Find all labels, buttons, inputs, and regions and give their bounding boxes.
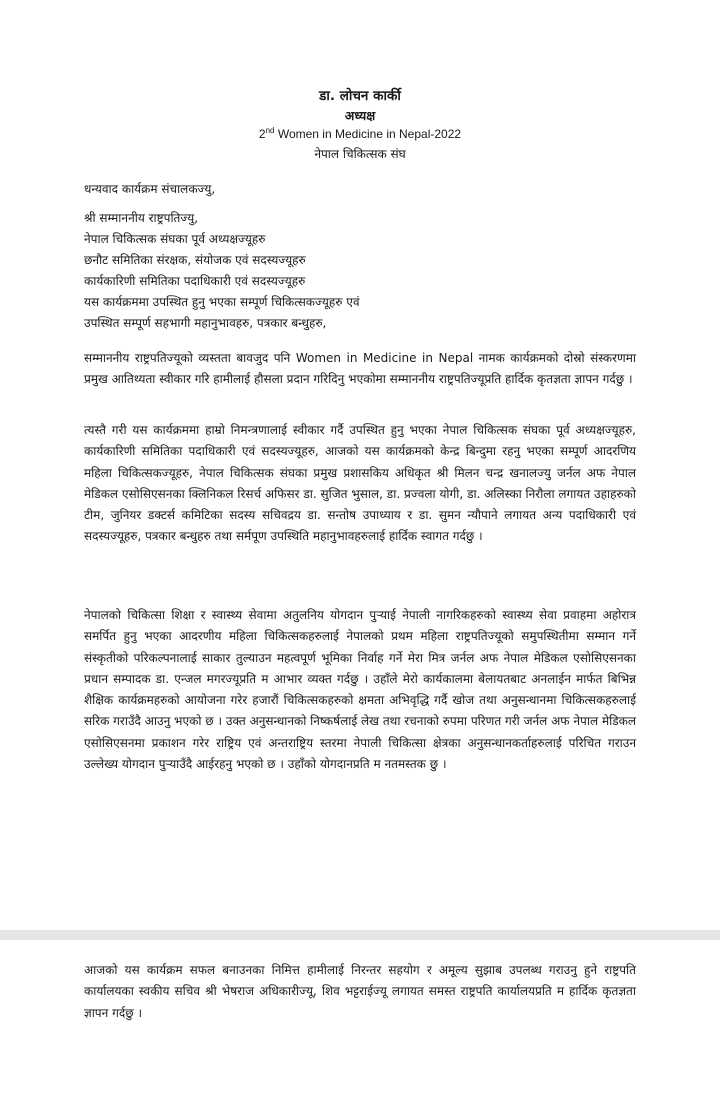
- addressee-line: यस कार्यक्रममा उपस्थित हुनु भएका सम्पूर्ण चिकित्सकज्यूहरु एवं: [84, 295, 360, 309]
- organization-name: नेपाल चिकित्सक संघ: [314, 147, 406, 161]
- paragraph-thanks-office: आजको यस कार्यक्रम सफल बनाउनका निमित्त हामीलाई निरन्तर सहयोग र अमूल्य सुझाब उपलब्ध गराउनु हुने राष्ट्रपति कार्यालयका स्वकीय सचिव श्री भेषराज अधिकारीज्यू, शिव भट्टराईज्यू लगायत समस्त राष्ट्रपति कार्यालयप्रति म हार्दिक कृतज्ञता ज्ञापन गर्दछु ।: [84, 963, 636, 1020]
- addressee-line: छनौट समितिका संरक्षक, संयोजक एवं सदस्यज्यूहरु: [84, 253, 306, 267]
- event-ordinal: 2: [258, 127, 266, 141]
- addressee-list: [84, 208, 644, 334]
- document-page-2: [0, 940, 720, 1097]
- paragraph-welcome: त्यस्तै गरी यस कार्यक्रममा हाम्रो निमन्त्रणालाई स्वीकार गर्दै उपस्थित हुनु भएका नेपाल चिकित्सक संघका पूर्व अध्यक्षज्यूहरु, कार्यकारिणी समितिका पदाधिकारी एवं सदस्यज्यूहरु, आजको यस कार्यक्रमको केन्द्र बिन्दुमा रहनु भएका सम्पूर्ण आदरणिय महिला चिकित्सकज्यूहरु, नेपाल चिकित्सक संघका प्रमुख प्रशासकिय अधिकृत श्री मिलन चन्द्र खनालज्यु जर्नल अफ नेपाल मेडिकल एसोसिएसनका क्लिनिकल रिसर्च अफिसर डा. सुजित भुसाल, डा. प्रज्वला योगी, डा. अलिस्का निरौला लगायत उहाहरुको टीम, जुनियर डक्टर्स कमिटिका सदस्य सचिवद्रय डा. सन्तोष उपाध्याय र डा. सुमन न्यौपाने लगायत अन्य पदाधिकारी एवं सदस्यज्यूहरु, पत्रकार बन्धुहरु तथा सर्मपूण उपस्थिति महानुभावहरुलाई हार्दिक स्वागत गर्दछु ।: [84, 423, 636, 544]
- page-separator: [0, 930, 720, 940]
- salutation: धन्यवाद कार्यक्रम संचालकज्यु,: [84, 182, 216, 196]
- speaker-role: अध्यक्ष: [344, 108, 376, 123]
- addressee-line: नेपाल चिकित्सक संघका पूर्व अध्यक्षज्यूहरु: [84, 232, 266, 246]
- event-ordinal-suffix: nd: [265, 126, 275, 135]
- addressee-line: उपस्थित सम्पूर्ण सहभागी महानुभावहरु, पत्रकार बन्धुहरु,: [84, 316, 327, 330]
- addressee-line: श्री सम्माननीय राष्ट्रपतिज्यु,: [84, 211, 199, 225]
- paragraph-gratitude-president: सम्माननीय राष्ट्रपतिज्यूको व्यस्तता बावजुद पनि Women in Medicine in Nepal नामक कार्यक्रमको दोस्रो संस्करणमा प्रमुख आतिथ्यता स्वीकार गरि हामीलाई हौसला प्रदान गरिदिनु भएकोमा सम्माननीय राष्ट्रपतिज्यूप्रति हार्दिक कृतज्ञता ज्ञापन गर्दछु ।: [84, 351, 636, 387]
- event-title: [0, 126, 720, 141]
- event-name: Women in Medicine in Nepal-2022: [274, 127, 462, 141]
- paragraph-acknowledgement: नेपालको चिकित्सा शिक्षा र स्वास्थ्य सेवामा अतुलनिय योगदान पुऱ्याई नेपाली नागरिकहरुको स्वास्थ्य सेवा प्रवाहमा अहोरात्र समर्पित हुनु भएका आदरणीय महिला चिकित्सकहरुलाई नेपालको प्रथम महिला राष्ट्रपतिज्यूको समुपस्थितीमा सम्मान गर्ने संस्कृतीको परिकल्पनालाई साकार तुल्याउन महत्वपूर्ण भूमिका निर्वाह गर्ने मेरा मित्र जर्नल अफ नेपाल मेडिकल एसोसिएसनका प्रधान सम्पादक डा. एन्जल मगरज्यूप्रति म आभार व्यक्त गर्दछु । उहाँले मेरो कार्यकालमा बेलायतबाट अनलाईन मार्फत बिभिन्न शैक्षिक कार्यक्रमहरुको आयोजना गरेर हजारौं चिकित्सकहरुको क्षमता अभिवृद्धि गर्दै खोज तथा अनुसन्धानमा चिकित्सकहरुलाई सरिक गराउँदै आउनु भएको छ । उक्त अनुसन्धानको निष्कर्षलाई लेख तथा रचनाको रुपमा परिणत गरी जर्नल अफ नेपाल मेडिकल एसोसिएसनमा प्रकाशन गरेर राष्ट्रिय एवं अन्तराष्ट्रिय स्तरमा नेपाली चिकित्सा क्षेत्रका अनुसन्धानकर्ताहरुलाई परिचित गराउन उल्लेख्य योगदान पुऱ्याउँदै आईरहनु भएको छ । उहाँको योगदानप्रति म नतमस्तक छु ।: [84, 608, 636, 772]
- speaker-name: डा. लोचन कार्की: [319, 88, 401, 104]
- addressee-line: कार्यकारिणी समितिका पदाधिकारी एवं सदस्यज्यूहरु: [84, 274, 306, 288]
